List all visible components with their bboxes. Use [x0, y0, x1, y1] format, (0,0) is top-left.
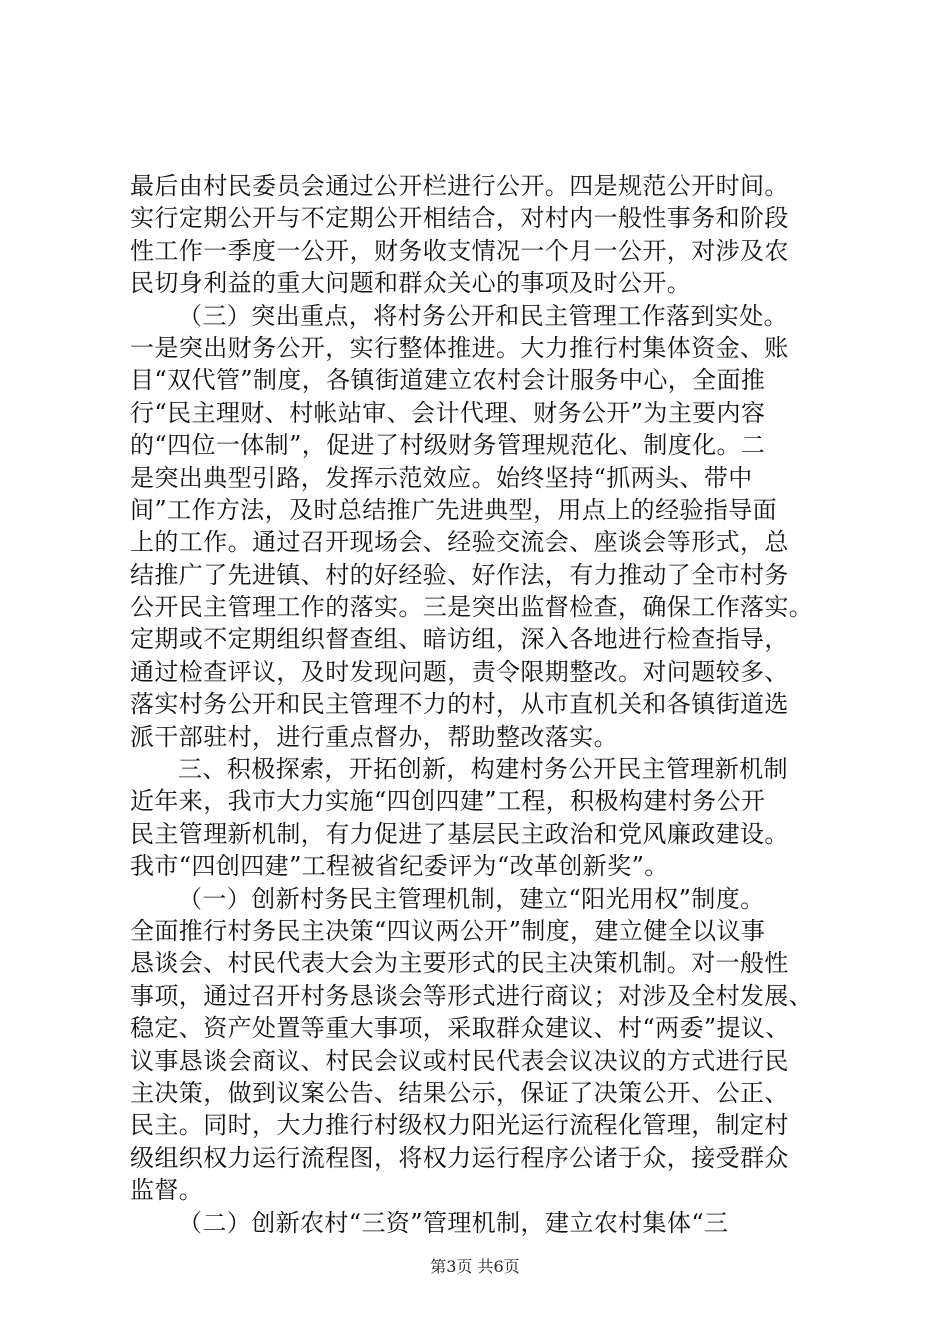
text-line: 派干部驻村，进行重点督办，帮助整改落实。 — [130, 722, 618, 751]
document-body — [130, 170, 830, 1239]
page-footer: 第3页 共6页 — [430, 1257, 520, 1276]
text-line: 的“四位一体制”，促进了村级财务管理规范化、制度化。二 — [130, 431, 766, 460]
text-line: 实行定期公开与不定期公开相结合，对村内一般性事务和阶段 — [130, 204, 789, 233]
text-line: 民主管理新机制，有力促进了基层民主政治和党风廉政建设。 — [130, 819, 789, 848]
text-line: 恳谈会、村民代表大会为主要形式的民主决策机制。对一般性 — [130, 949, 789, 978]
text-line: 事项，通过召开村务恳谈会等形式进行商议；对涉及全村发展、 — [130, 981, 814, 1010]
paragraph-start-line: （一）创新村务民主管理机制，建立“阳光用权”制度。 — [178, 884, 765, 913]
text-line: 民主。同时，大力推行村级权力阳光运行流程化管理，制定村 — [130, 1111, 789, 1140]
text-line: 监督。 — [130, 1176, 204, 1205]
paragraph-start-line: （三）突出重点，将村务公开和民主管理工作落到实处。 — [178, 301, 788, 330]
text-line: 是突出典型引路，发挥示范效应。始终坚持“抓两头、带中 — [130, 463, 753, 492]
text-line: 一是突出财务公开，实行整体推进。大力推行村集体资金、账 — [130, 333, 789, 362]
text-line: 上的工作。通过召开现场会、经验交流会、座谈会等形式，总 — [130, 528, 789, 557]
text-line: 主决策，做到议案公告、结果公示，保证了决策公开、公正、 — [130, 1078, 789, 1107]
text-line: 通过检查评议，及时发现问题，责令限期整改。对问题较多、 — [130, 657, 789, 686]
text-line: 议事恳谈会商议、村民会议或村民代表会议决议的方式进行民 — [130, 1046, 789, 1075]
text-line: 稳定、资产处置等重大事项，采取群众建议、村“两委”提议、 — [130, 1014, 790, 1043]
text-line: 公开民主管理工作的落实。三是突出监督检查，确保工作落实。 — [130, 593, 814, 622]
text-line: 民切身利益的重大问题和群众关心的事项及时公开。 — [130, 269, 692, 298]
text-line: 级组织权力运行流程图，将权力运行程序公诸于众，接受群众 — [130, 1143, 789, 1172]
text-line: 近年来，我市大力实施“四创四建”工程，积极构建村务公开 — [130, 787, 766, 816]
text-line: 最后由村民委员会通过公开栏进行公开。四是规范公开时间。 — [130, 172, 789, 200]
text-line: 行“民主理财、村帐站审、会计代理、财务公开”为主要内容 — [130, 398, 766, 427]
text-line: 落实村务公开和民主管理不力的村，从市直机关和各镇街道选 — [130, 690, 789, 719]
text-line: 定期或不定期组织督查组、暗访组，深入各地进行检查指导， — [130, 625, 789, 654]
text-line: 我市“四创四建”工程被省纪委评为“改革创新奖”。 — [130, 852, 669, 881]
paragraph-start-line: 三、积极探索，开拓创新，构建村务公开民主管理新机制 — [178, 755, 788, 784]
text-line: 目“双代管”制度，各镇街道建立农村会计服务中心，全面推 — [130, 366, 766, 395]
text-line: 结推广了先进镇、村的好经验、好作法，有力推动了全市村务 — [130, 560, 789, 589]
text-line: 性工作一季度一公开，财务收支情况一个月一公开，对涉及农 — [130, 236, 789, 265]
text-line: 间”工作方法，及时总结推广先进典型，用点上的经验指导面 — [130, 495, 778, 524]
paragraph-start-line: （二）创新农村“三资”管理机制，建立农村集体“三 — [178, 1208, 729, 1237]
text-line: 全面推行村务民主决策“四议两公开”制度，建立健全以议事 — [130, 916, 766, 945]
